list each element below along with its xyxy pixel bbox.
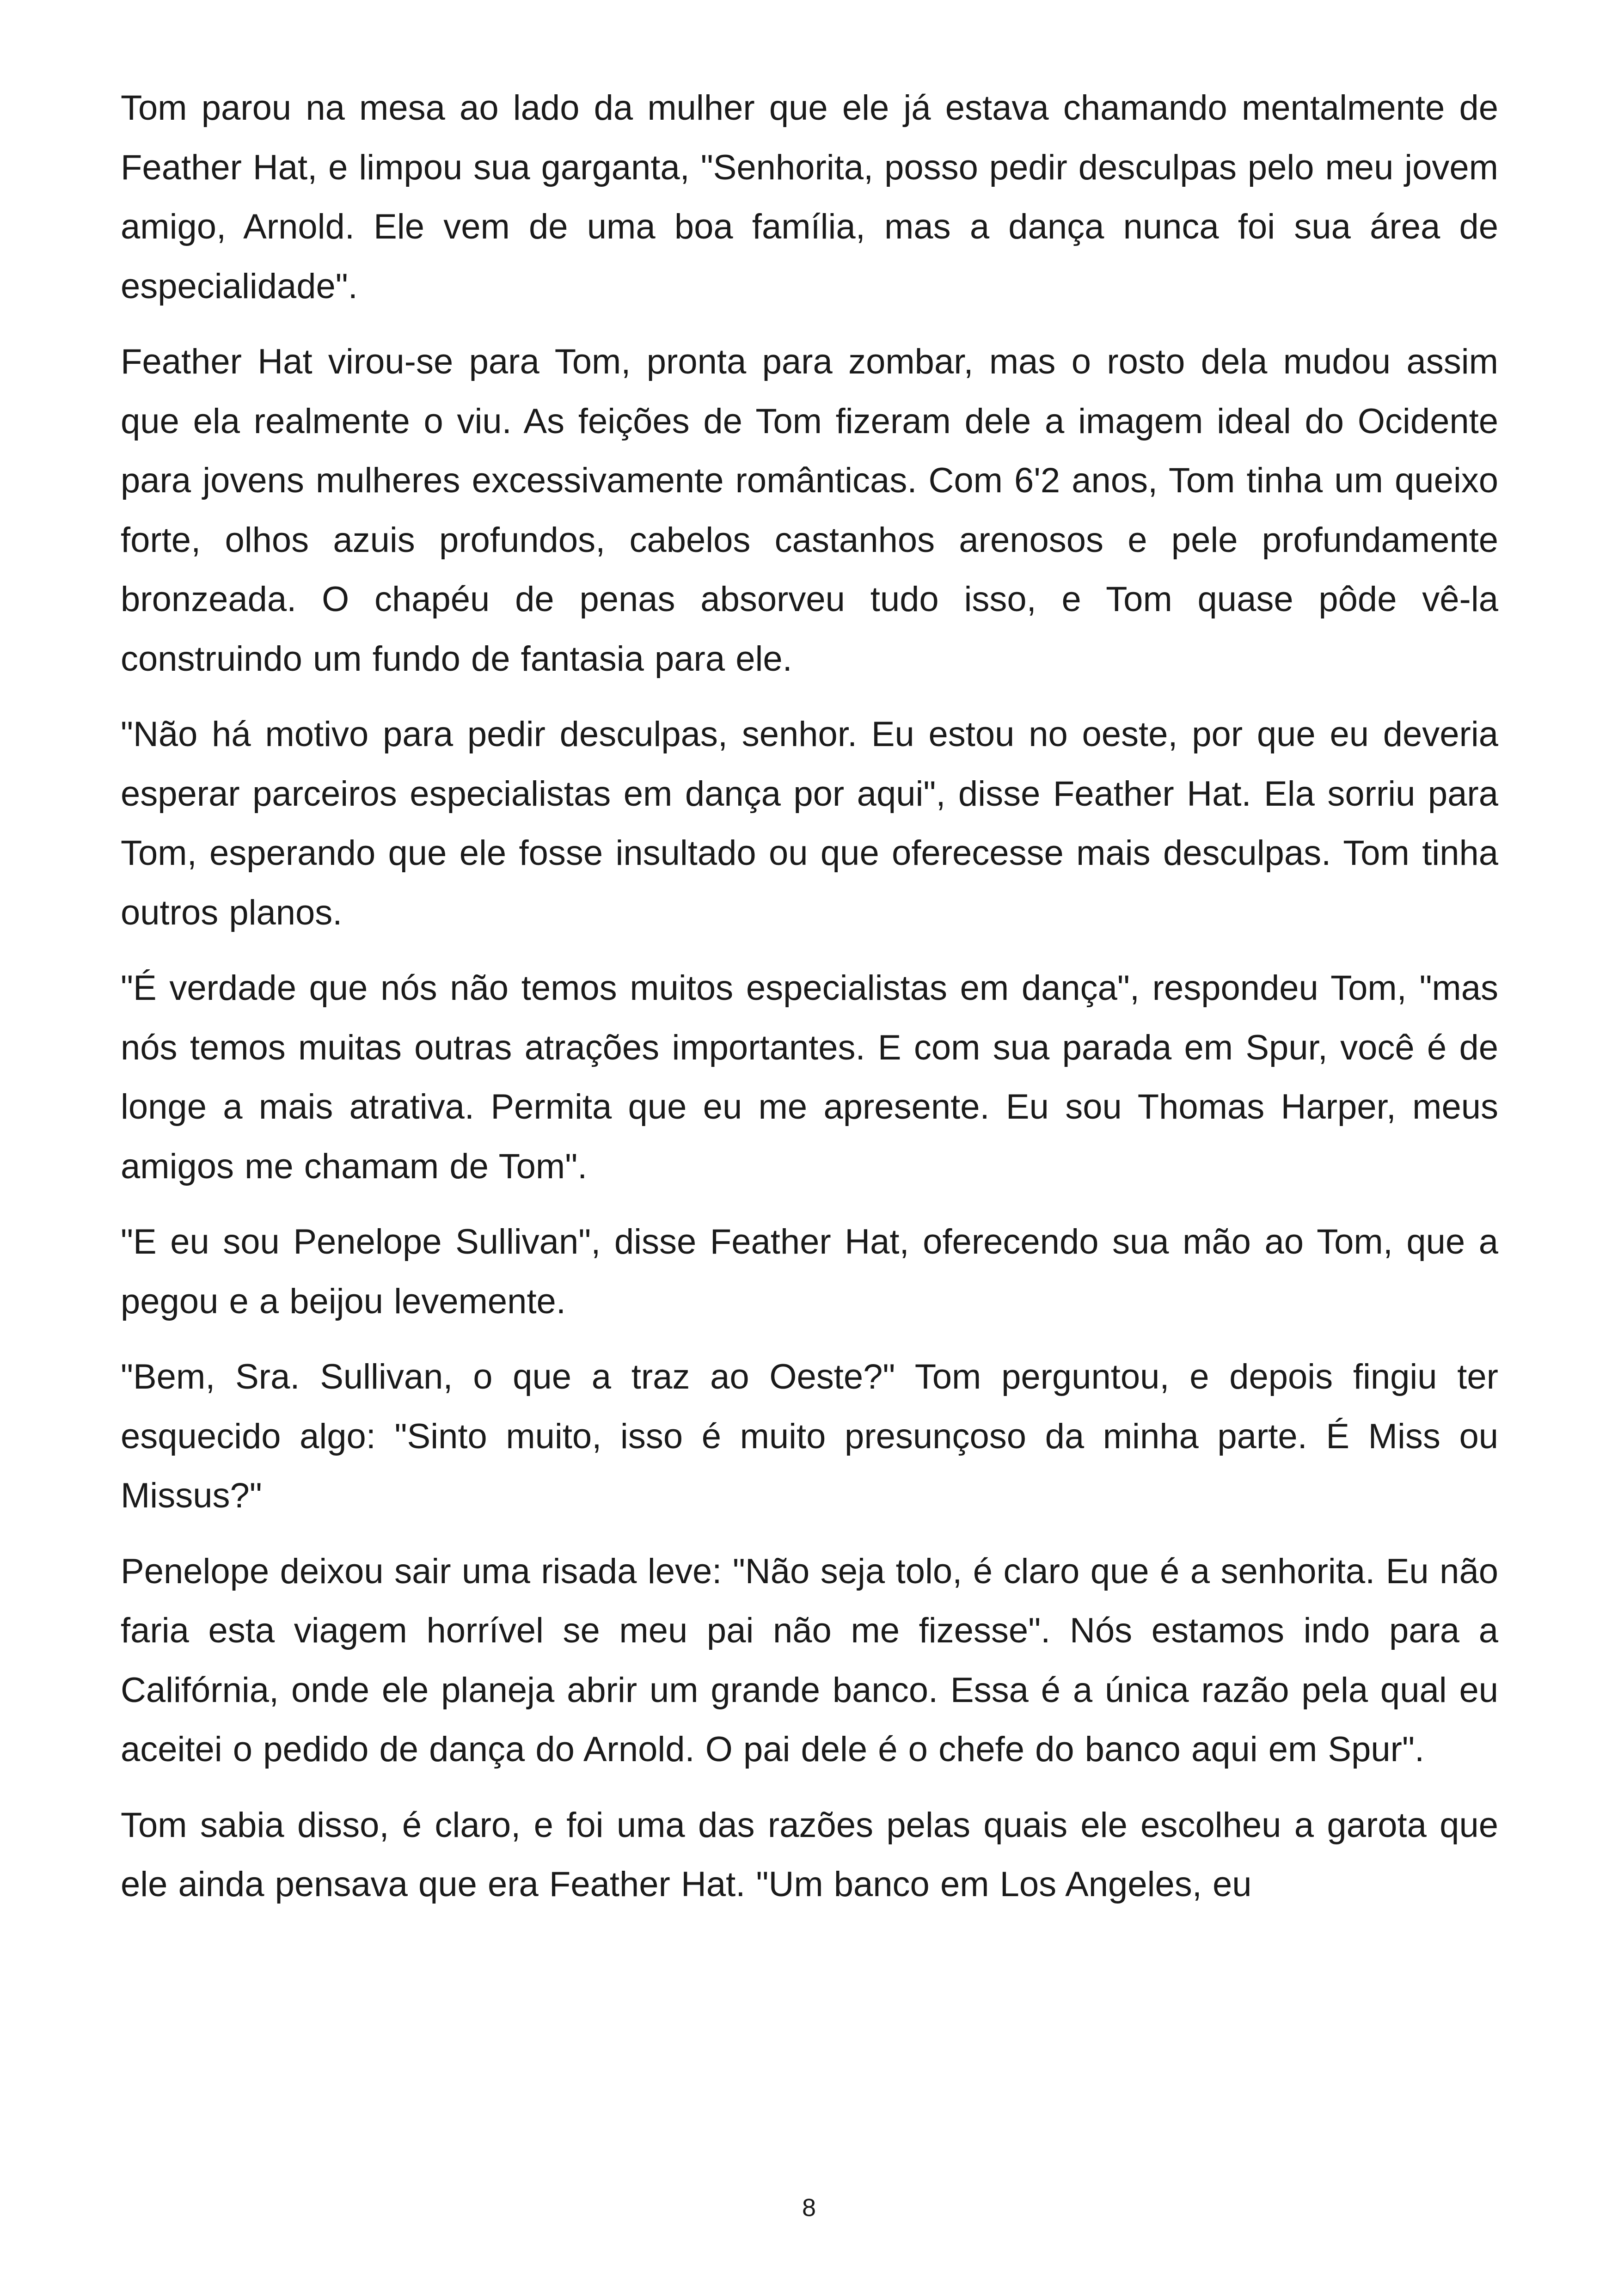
paragraph-6: "Bem, Sra. Sullivan, o que a traz ao Oeste?" Tom perguntou, e depois fingiu ter esquecido algo: "Sinto muito, isso é muito presunçoso da minha parte. É Miss ou Missus?" xyxy=(121,1357,1498,1515)
page-number: 8 xyxy=(802,2194,816,2222)
paragraph-8: Tom sabia disso, é claro, e foi uma das razões pelas quais ele escolheu a garota que ele ainda pensava que era Feather Hat. "Um banco em Los Angeles, eu xyxy=(121,1805,1498,1904)
paragraph-2: Feather Hat virou-se para Tom, pronta para zombar, mas o rosto dela mudou assim que ela realmente o viu. As feições de Tom fizeram dele a imagem ideal do Ocidente para jovens mulheres excessivamente românticas. Com 6'2 anos, Tom tinha um queixo forte, olhos azuis profundos, cabelos castanhos arenosos e pele profundamente bronzeada. O chapéu de penas absorveu tudo isso, e Tom quase pôde vê-la construindo um fundo de fantasia para ele. xyxy=(121,342,1498,679)
paragraph-4: "É verdade que nós não temos muitos especialistas em dança", respondeu Tom, "mas nós temos muitas outras atrações importantes. E com sua parada em Spur, você é de longe a mais atrativa. Permita que eu me apresente. Eu sou Thomas Harper, meus amigos me chamam de Tom". xyxy=(121,968,1498,1186)
paragraph-1: Tom parou na mesa ao lado da mulher que ele já estava chamando mentalmente de Feather Hat, e limpou sua garganta, "Senhorita, posso pedir desculpas pelo meu jovem amigo, Arnold. Ele vem de uma boa família, mas a dança nunca foi sua área de especialidade". xyxy=(121,88,1498,306)
paragraph-7: Penelope deixou sair uma risada leve: "Não seja tolo, é claro que é a senhorita. Eu não faria esta viagem horrível se meu pai não me fizesse". Nós estamos indo para a Califórnia, onde ele planeja abrir um grande banco. Essa é a única razão pela qual eu aceitei o pedido de dança do Arnold. O pai dele é o chefe do banco aqui em Spur". xyxy=(121,1551,1498,1769)
paragraph-5: "E eu sou Penelope Sullivan", disse Feather Hat, oferecendo sua mão ao Tom, que a pegou e a beijou levemente. xyxy=(121,1222,1498,1321)
body-text xyxy=(121,79,1498,1931)
paragraph-3: "Não há motivo para pedir desculpas, senhor. Eu estou no oeste, por que eu deveria esperar parceiros especialistas em dança por aqui", disse Feather Hat. Ela sorriu para Tom, esperando que ele fosse insultado ou que oferecesse mais desculpas. Tom tinha outros planos. xyxy=(121,715,1498,932)
